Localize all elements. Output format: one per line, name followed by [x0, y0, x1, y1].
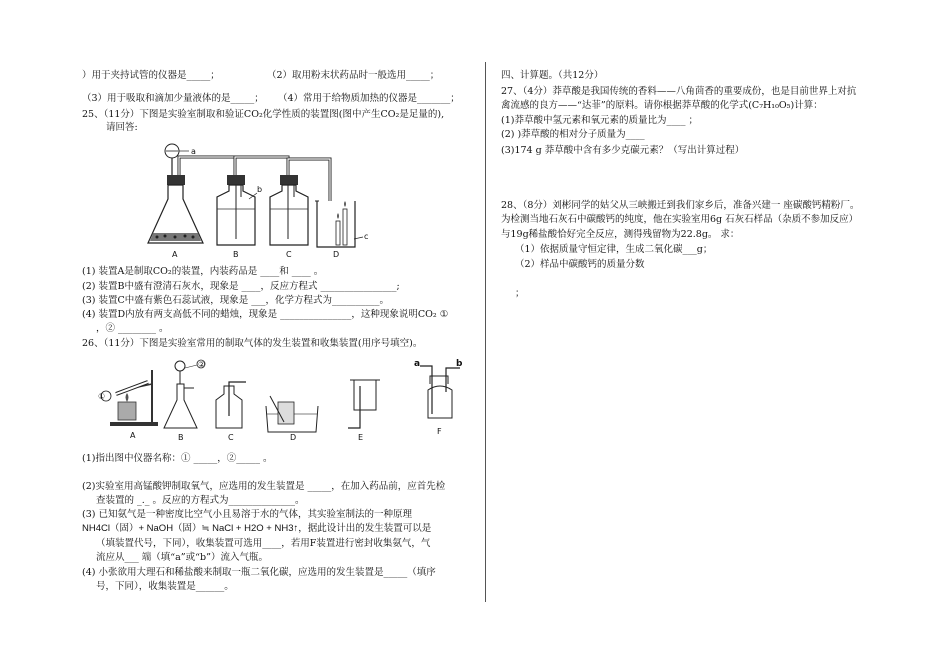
q26-part3-cont2: 流应从___ 端（填“a”或“b”）流入气瓶。 [96, 552, 268, 563]
q28-part1: （1）依据质量守恒定律，生成二氧化碳___g； [515, 244, 713, 255]
q28-line3: 与19g稀盐酸恰好完全反应，测得残留物为22.8g。 求： [501, 229, 740, 240]
section-heading: 四、计算题。（共12分） [501, 70, 604, 81]
q27-part1: (1)莽草酸中氢元素和氧元素的质量比为____ ； [501, 115, 698, 126]
fig25-label-b: b [257, 185, 263, 194]
fig26-label-A: A [130, 431, 136, 440]
q26-part3: (3) 已知氨气是一种密度比空气小且易溶于水的气体，其实验室制法的一种原理 [82, 509, 412, 520]
q26-part2-cont: 查装置的 _._ 。反应的方程式为______________。 [96, 495, 305, 506]
q25-heading: 25、（11分）下图是实验室制取和验证CO₂化学性质的装置图(图中产生CO₂是足量的), [82, 109, 445, 120]
fig25-label-B: B [233, 250, 239, 259]
q26-heading: 26、（11分）下图是实验室常用的制取气体的发生装置和收集装置(用序号填空)。 [82, 338, 423, 349]
fig25-label-D: D [333, 250, 340, 259]
q27-line2: 禽流感的良方——“达菲”的原料。请你根据莽草酸的化学式(C₇H₁₀O₅)计算： [501, 100, 823, 111]
q26-part4: (4) 小张欲用大理石和稀盐酸来制取一瓶二氧化碳，应选用的发生装置是_____（填序 [82, 567, 436, 578]
q26-part1: (1)指出图中仪器名称：① _____，②_____ 。 [82, 453, 273, 464]
q25-part4-cont: ，② ________ 。 [96, 323, 169, 334]
fig26-label-circle2: ② [198, 360, 206, 369]
fig25-label-a: a [191, 147, 196, 156]
q28-part2: （2）样品中碳酸钙的质量分数 [515, 259, 645, 270]
q25-part1: (1) 装置A是制取CO₂的装置，内装药品是 ____和 ____ 。 [82, 266, 324, 277]
q27-line1: 27、（4分）莽草酸是我国传统的香料——八角茴香的重要成份，也是目前世界上对抗 [501, 86, 857, 97]
q26-part3-equation: NH4Cl（固）+ NaOH（固）≒ NaCl + H2O + NH3↑，据此设计出的发生装置可以是 [82, 523, 432, 534]
q24-line1a: ）用于夹持试管的仪器是_____； [82, 70, 220, 81]
q28-line1: 28、（8分）刘彬同学的姑父从三峡搬迁到我们家乡后，准备兴建一 座碳酸钙精粉厂。 [501, 200, 860, 211]
q26-part3-cont1: （填装置代号，下同），收集装置可选用____，若用F装置进行密封收集氨气，气 [96, 538, 431, 549]
fig25-label-c: c [364, 232, 369, 241]
q24-line2a: （3）用于吸取和滴加少量液体的是_____； [82, 93, 264, 104]
q26-apparatus-figure [96, 356, 476, 448]
q27-part2: (2) )莽草酸的相对分子质量为____ [501, 129, 645, 140]
fig26-label-E: E [358, 433, 364, 442]
fig26-label-a: a [414, 359, 421, 369]
q24-line2b: （4）常用于给物质加热的仪器是_______； [278, 93, 460, 104]
q28-line2: 为检测当地石灰石中碳酸钙的纯度，他在实验室用6g 石灰石样品（杂质不参加反应） [501, 214, 859, 225]
q25-heading-cont: 请回答: [106, 122, 138, 133]
fig26-label-circle1: ① [98, 392, 106, 401]
column-divider [485, 62, 486, 602]
q26-part4-cont: 号，下同），收集装置是______。 [96, 581, 234, 592]
fig26-label-D: D [290, 433, 297, 442]
q25-part4: (4) 装置D内放有两支高低不同的蜡烛，现象是 _______________，这种现象说明CO₂ ① [82, 309, 449, 320]
q25-apparatus-figure [145, 135, 385, 263]
q24-line1b: （2）取用粉末状药品时一般选用_____； [267, 70, 440, 81]
fig26-label-B: B [178, 433, 184, 442]
fig25-label-A: A [172, 250, 178, 259]
q25-part3: (3) 装置C中盛有紫色石蕊试液，现象是 ___，化学方程式为__________。 [82, 295, 390, 306]
fig26-label-C: C [228, 433, 234, 442]
q28-trailing-mark: ； [515, 288, 525, 299]
fig26-label-F: F [437, 427, 442, 436]
fig26-label-b: b [456, 359, 463, 369]
q25-part2: (2) 装置B中盛有澄清石灰水，现象是 ____，反应方程式 ________________; [82, 281, 400, 292]
q27-part3: (3)174 g 莽草酸中含有多少克碳元素？（写出计算过程） [501, 145, 745, 156]
q26-part2: (2)实验室用高锰酸钾制取氧气，应选用的发生装置是 _____，在加入药品前，应首先检 [82, 481, 446, 492]
fig25-label-C: C [286, 250, 292, 259]
